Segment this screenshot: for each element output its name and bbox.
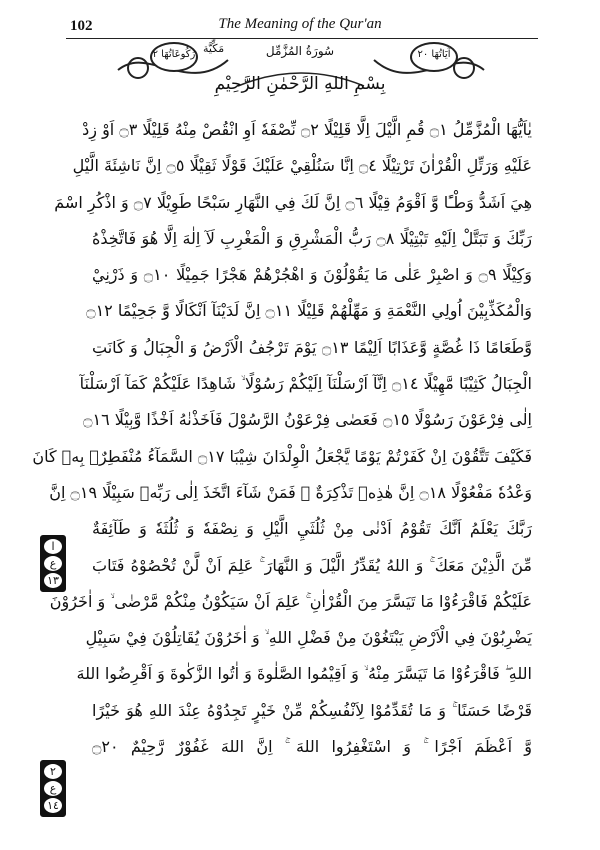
ruku-marker: [40, 535, 66, 592]
verse-line: رَبَّكَ يَعْلَمُ اَنَّكَ تَقُوْمُ اَدْنٰى مِنْ ثُلُثَيِ الَّيْلِ وَ نِصْفَهٗ وَ ثُلُثَهٗ وَ طَآئِفَةٌ: [92, 519, 532, 539]
ayah-count-medal: آيَاتُهَا ٢٠: [410, 42, 458, 72]
verse-line: مِّنَ الَّذِيْنَ مَعَكَ ۚ وَ اللهُ يُقَدِّرُ الَّيْلَ وَ النَّهَارَ ۚ عَلِمَ اَنْ لَّنْ تُحْصُوْهُ فَتَابَ: [92, 555, 532, 575]
verse-line: وَعْدُهٗ مَفْعُوْلًا ۝١٨ اِنَّ هٰذِهٖ تَذْكِرَةٌ ۚ فَمَنْ شَآءَ اتَّخَذَ اِلٰى رَبِّهٖ سَبِيْلًا ۝١٩ اِنَّ: [49, 482, 532, 502]
header-rule: [66, 38, 538, 39]
verse-line: وَّ اَعْظَمَ اَجْرًا ۚ وَ اسْتَغْفِرُوا اللهَ ۚ اِنَّ اللهَ غَفُوْرٌ رَّحِيْمٌ ۝٢٠: [92, 737, 533, 757]
verse-line: عَلَيْكُمْ فَاقْرَءُوْا مَا تَيَسَّرَ مِنَ الْقُرْاٰنِ ۚ عَلِمَ اَنْ سَيَكُوْنُ مِنْكُمْ مَّرْضٰى ۙ وَ اٰخَرُوْنَ: [49, 591, 532, 611]
bismillah: بِسْمِ اللهِ الرَّحْمٰنِ الرَّحِيْمِ: [214, 74, 386, 94]
verse-line: يٰاَيُّهَا الْمُزَّمِّلُ ۝١ قُمِ الَّيْلَ اِلَّا قَلِيْلًا ۝٢ نِّصْفَهٗ اَوِ انْقُصْ مِنْهُ قَلِيْلًا ۝٣ اَوْ زِدْ: [82, 120, 532, 139]
verse-line: الْجِبَالُ كَثِيْبًا مَّهِيْلًا ۝١٤ اِنَّآ اَرْسَلْنَآ اِلَيْكُمْ رَسُوْلًا ۙ شَاهِدًا عَلَيْكُمْ كَمَآ اَرْسَلْنَآ: [79, 374, 532, 394]
ruku-marker-middle: ع: [44, 781, 62, 796]
verse-line: هِيَ اَشَدُّ وَطْـًٔا وَّ اَقْوَمُ قِيْلًا ۝٦ اِنَّ لَكَ فِي النَّهَارِ سَبْحًا طَوِيْلًا ۝٧ وَ اذْكُرِ اسْمَ: [54, 192, 532, 212]
revelation-label: مَكِّيَّة: [203, 42, 225, 55]
verse-line: رَبِّكَ وَ تَبَتَّلْ اِلَيْهِ تَبْتِيْلًا ۝٨ رَبُّ الْمَشْرِقِ وَ الْمَغْرِبِ لَآ اِلٰهَ اِلَّا هُوَ فَاتَّخِذْهُ: [92, 228, 532, 248]
verse-line: يَضْرِبُوْنَ فِي الْاَرْضِ يَبْتَغُوْنَ مِنْ فَضْلِ اللهِ ۙ وَ اٰخَرُوْنَ يُقَاتِلُوْنَ فِيْ سَبِيْلِ: [85, 628, 532, 648]
verse-line: عَلَيْهِ وَرَتِّلِ الْقُرْاٰنَ تَرْتِيْلًا ۝٤ اِنَّا سَنُلْقِيْ عَلَيْكَ قَوْلًا ثَقِيْلًا ۝٥ اِنَّ نَاشِئَةَ الَّيْلِ: [72, 156, 532, 176]
ruku-count-medal: رُكُوعَاتُهَا ٢: [150, 42, 198, 72]
ruku-marker-middle: ع: [44, 556, 62, 571]
ruku-marker-top: ٢: [44, 764, 62, 779]
verse-line: وَّطَعَامًا ذَا غُصَّةٍ وَّعَذَابًا اَلِيْمًا ۝١٣ يَوْمَ تَرْجُفُ الْاَرْضُ وَ الْجِبَالُ وَ كَانَتِ: [92, 337, 533, 357]
ruku-marker-bottom: ١٤: [44, 798, 62, 813]
verse-line: وَالْمُكَذِّبِيْنَ اُولِي النَّعْمَةِ وَ مَهِّلْهُمْ قَلِيْلًا ۝١١ اِنَّ لَدَيْنَآ اَنْكَالًا وَّ جَحِيْمًا ۝١٢: [86, 301, 532, 321]
ruku-marker: [40, 760, 66, 817]
verse-line: اللهِ ۖ فَاقْرَءُوْا مَا تَيَسَّرَ مِنْهُ ۙ وَ اَقِيْمُوا الصَّلٰوةَ وَ اٰتُوا الزَّكٰوةَ وَ اَقْرِضُوا اللهَ: [76, 664, 532, 684]
verse-line: فَكَيْفَ تَتَّقُوْنَ اِنْ كَفَرْتُمْ يَوْمًا يَّجْعَلُ الْوِلْدَانَ شِيْبَا ۝١٧ السَّمَآءُ مُنْفَطِرٌۢ بِهٖ كَانَ: [32, 446, 532, 466]
book-title: The Meaning of the Qur'an: [218, 16, 382, 32]
ruku-marker-top: ا: [44, 539, 62, 554]
surah-name: سُورَةُ المُزَّمِّل: [265, 44, 335, 58]
verse-line: وَكِيْلًا ۝٩ وَ اصْبِرْ عَلٰى مَا يَقُوْلُوْنَ وَ اهْجُرْهُمْ هَجْرًا جَمِيْلًا ۝١٠ وَ ذَرْنِيْ: [92, 265, 532, 285]
verse-line: قَرْضًا حَسَنًا ۚ وَ مَا تُقَدِّمُوْا لِاَنْفُسِكُمْ مِّنْ خَيْرٍ تَجِدُوْهُ عِنْدَ اللهِ هُوَ خَيْرًا: [92, 700, 532, 720]
page-number: 102: [70, 18, 93, 34]
verse-line: اِلٰى فِرْعَوْنَ رَسُوْلًا ۝١٥ فَعَصٰى فِرْعَوْنُ الرَّسُوْلَ فَاَخَذْنٰهُ اَخْذًا وَّبِيْلًا ۝١٦: [83, 410, 532, 430]
verse-text-block: [32, 112, 533, 765]
ruku-marker-bottom: ١٣: [44, 573, 62, 588]
